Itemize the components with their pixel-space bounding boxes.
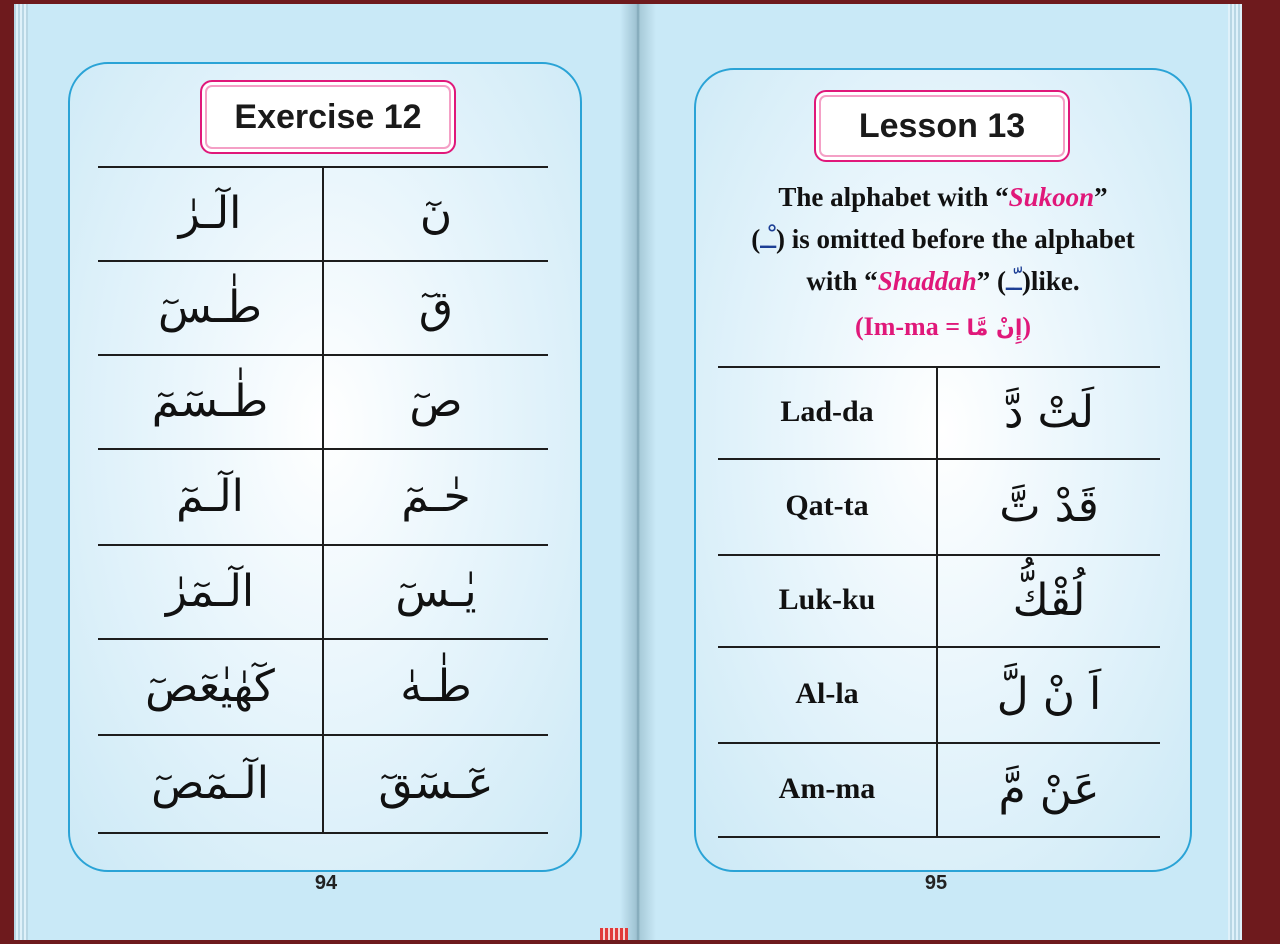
page-number: 94: [314, 872, 338, 894]
intro-text: with “: [806, 266, 878, 296]
arabic-text: عٓـسٓقٓ: [378, 757, 494, 809]
arabic-text: طٰـسٓ: [157, 281, 262, 333]
lesson-title: Lesson 13: [814, 90, 1070, 162]
book-gutter: [620, 4, 656, 940]
intro-text: )like.: [1021, 266, 1080, 296]
arabic-text: عَنْ مَّ: [998, 763, 1100, 815]
translit-text: Al-la: [795, 677, 859, 710]
arabic-text: نٓ: [419, 187, 453, 239]
table-rule: [718, 836, 1160, 838]
intro-text: (: [751, 224, 761, 254]
table-cell-translit: [718, 458, 936, 554]
example-arabic: إِنْ مَّا: [966, 316, 1023, 341]
arabic-text: قٓ: [418, 281, 454, 333]
translit-text: Lad-da: [780, 395, 874, 428]
arabic-text: اَ نْ لَّ: [996, 668, 1102, 720]
arabic-text: الٓـرٰ: [178, 187, 242, 239]
intro-text: ” (: [976, 266, 1006, 296]
translit-text: Qat-ta: [785, 489, 869, 522]
table-cell-right: [324, 260, 548, 354]
arabic-text: الٓـمٓرٰ: [165, 565, 255, 617]
bookmark-ribbon: [600, 928, 628, 940]
table-cell-arabic: [938, 366, 1160, 458]
intro-text: ) is omitted before the alphabet: [776, 224, 1135, 254]
table-cell-arabic: [938, 742, 1160, 836]
table-cell-arabic: [938, 646, 1160, 742]
table-cell-right: [324, 734, 548, 832]
table-cell-translit: [718, 742, 936, 836]
table-cell-right: [324, 354, 548, 448]
translit-text: Am-ma: [778, 772, 876, 805]
arabic-text: لَتْ دَّ: [1003, 386, 1095, 438]
exercise-table: [98, 166, 548, 834]
intro-text: ”: [1094, 182, 1108, 212]
table-cell-translit: [718, 646, 936, 742]
table-cell-translit: [718, 554, 936, 646]
translit-text: Luk-ku: [778, 583, 876, 616]
arabic-text: صٓ: [409, 375, 463, 427]
table-cell-arabic: [938, 554, 1160, 646]
arabic-text: طٰـهٰ: [400, 660, 472, 712]
exercise-title: Exercise 12: [200, 80, 456, 154]
table-cell-right: [324, 166, 548, 260]
table-cell-left: [98, 638, 322, 734]
table-cell-left: [98, 544, 322, 638]
arabic-text: الٓـمٓ: [176, 470, 244, 522]
arabic-text: قَدْ تَّ: [999, 480, 1099, 532]
lesson-intro: [706, 176, 1180, 302]
arabic-text: الٓـمٓصٓ: [151, 757, 269, 809]
right-page: [656, 0, 1228, 944]
table-cell-translit: [718, 366, 936, 458]
left-page: [28, 0, 622, 944]
table-cell-arabic: [938, 458, 1160, 554]
table-cell-right: [324, 448, 548, 544]
example-line: [706, 312, 1180, 342]
arabic-text: حٰـمٓ: [401, 470, 471, 522]
arabic-text: طٰـسٓمٓ: [151, 375, 269, 427]
arabic-text: كٓهٰيٰعٓصٓ: [145, 660, 275, 712]
arabic-text: يٰـسٓ: [395, 565, 477, 617]
sukoon-mark: ـْـ: [760, 224, 777, 254]
table-cell-left: [98, 166, 322, 260]
example-close: ): [1022, 312, 1032, 341]
example-latin: (Im-ma =: [854, 312, 967, 341]
table-cell-left: [98, 260, 322, 354]
table-cell-left: [98, 448, 322, 544]
table-cell-right: [324, 638, 548, 734]
page-edges-right: [1228, 4, 1242, 940]
page-number: 95: [924, 872, 948, 894]
table-cell-left: [98, 734, 322, 832]
page-edges-left: [14, 4, 28, 940]
shaddah-mark: ـّـ: [1006, 266, 1022, 296]
arabic-text: لُقْكُّ: [1012, 574, 1086, 626]
shaddah-term: Shaddah: [877, 266, 977, 296]
sukoon-term: Sukoon: [1008, 182, 1095, 212]
table-cell-right: [324, 544, 548, 638]
intro-text: The alphabet with “: [778, 182, 1009, 212]
lesson-table: [718, 366, 1160, 838]
table-cell-left: [98, 354, 322, 448]
